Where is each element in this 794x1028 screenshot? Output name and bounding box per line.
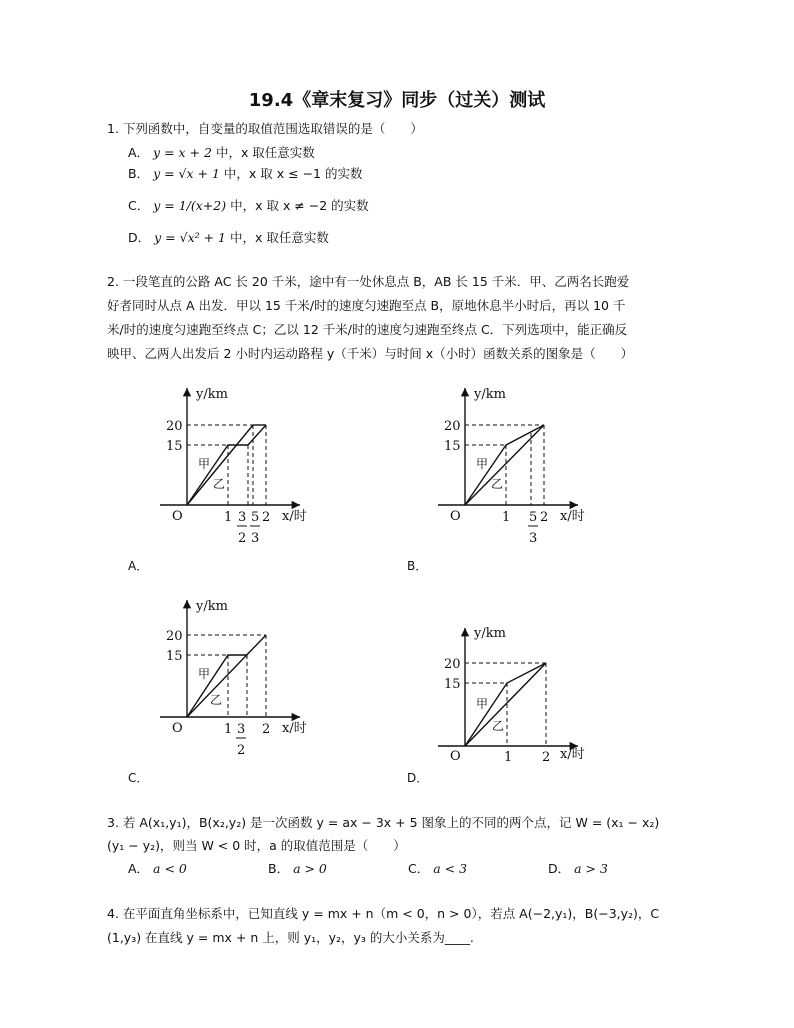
y-tick-15: 15 <box>444 677 461 692</box>
x-tick-5-3-den: 3 <box>529 531 538 546</box>
jia-label: 甲 <box>476 697 489 711</box>
y-tick-15: 15 <box>166 439 183 454</box>
q1-option-d-math: y = √x² + 1 <box>154 230 227 245</box>
q3-line-1: 3. 若 A(x₁,y₁)，B(x₂,y₂) 是一次函数 y = ax − 3x + 5 图象上的不同的两个点，记 W = (x₁ − x₂) <box>107 815 660 830</box>
y-tick-20: 20 <box>166 629 183 644</box>
y-tick-20: 20 <box>166 419 183 434</box>
yi-label: 乙 <box>210 693 223 707</box>
x-axis-label: x/时 <box>282 509 307 524</box>
x-tick-1: 1 <box>502 510 511 525</box>
q1-option-c-text: 中，x 取 x ≠ −2 的实数 <box>230 198 369 213</box>
q1-option-b-text: 中，x 取 x ≤ −1 的实数 <box>223 166 363 181</box>
x-tick-2: 2 <box>540 510 549 525</box>
q1-option-b-math: y = √x + 1 <box>153 166 220 181</box>
q1-option-a[interactable] <box>128 145 315 161</box>
origin-label: O <box>450 749 461 764</box>
x-tick-1: 1 <box>224 722 233 737</box>
graph-c-option[interactable]: C． <box>128 771 149 785</box>
q3-option-d-label: D． <box>548 861 571 876</box>
y-tick-20: 20 <box>444 419 461 434</box>
q3-option-b-text: a > 0 <box>293 861 327 876</box>
yi-label: 乙 <box>492 719 505 733</box>
q3-option-d-text: a > 3 <box>574 861 608 876</box>
jia-label: 甲 <box>476 457 489 471</box>
y-axis-label: y/km <box>196 387 228 402</box>
q3-option-c-text: a < 3 <box>433 861 468 876</box>
origin-label: O <box>450 509 461 524</box>
origin-label: O <box>172 509 183 524</box>
x-axis-label: x/时 <box>560 747 585 762</box>
x-tick-2: 2 <box>542 750 551 765</box>
graph-d <box>428 620 588 765</box>
q3-option-d[interactable] <box>548 861 608 877</box>
x-tick-3-2-num: 3 <box>237 722 246 737</box>
jia-label: 甲 <box>198 457 211 471</box>
q1-option-a-label: A． <box>128 145 150 160</box>
x-tick-3-2-num: 3 <box>238 510 247 525</box>
jia-label: 甲 <box>198 667 211 681</box>
q3-option-b[interactable] <box>268 861 327 877</box>
y-tick-20: 20 <box>444 657 461 672</box>
q1-option-a-text: 中，x 取任意实数 <box>215 145 315 160</box>
graph-a-option[interactable]: A． <box>128 559 149 573</box>
x-tick-5-3-num: 5 <box>251 510 260 525</box>
graph-b-option[interactable]: B． <box>407 559 428 573</box>
q3-option-a-text: a < 0 <box>153 861 187 876</box>
q1-option-c-math: y = 1/(x+2) <box>153 198 227 213</box>
graph-c <box>150 592 310 767</box>
q2-line-4: 映甲、乙两人出发后 2 小时内运动路程 y（千米）与时间 x（小时）函数关系的图象是（ ） <box>107 346 634 361</box>
q2-line-1: 2. 一段笔直的公路 AC 长 20 千米，途中有一处休息点 B，AB 长 15 千米．甲、乙两名长跑爱 <box>107 274 630 289</box>
q4-line-1: 4. 在平面直角坐标系中，已知直线 y = mx + n（m < 0，n > 0），若点 A(−2,y₁)，B(−3,y₂)，C <box>107 906 660 921</box>
graph-d-option[interactable]: D． <box>407 771 429 785</box>
x-tick-2: 2 <box>262 722 271 737</box>
q2-line-3: 米/时的速度匀速跑至终点 C；乙以 12 千米/时的速度匀速跑至终点 C．下列选项中，能正确反 <box>107 322 628 337</box>
q1-option-b[interactable] <box>128 166 362 182</box>
y-axis-label: y/km <box>474 626 506 641</box>
q1-option-d[interactable] <box>128 230 329 246</box>
graph-a <box>150 380 310 555</box>
x-tick-3-2-den: 2 <box>238 531 247 546</box>
q4-line-2: (1,y₃) 在直线 y = mx + n 上，则 y₁，y₂，y₃ 的大小关系为____. <box>107 930 474 945</box>
x-tick-1: 1 <box>504 750 513 765</box>
q1-option-c-label: C． <box>128 198 150 213</box>
yi-label: 乙 <box>491 477 504 491</box>
x-axis-label: x/时 <box>282 721 307 736</box>
y-tick-15: 15 <box>444 439 461 454</box>
x-tick-5-3-num: 5 <box>529 510 538 525</box>
x-tick-5-3-den: 3 <box>251 531 260 546</box>
q3-option-a-label: A． <box>128 861 150 876</box>
y-axis-label: y/km <box>196 599 228 614</box>
y-axis-label: y/km <box>474 387 506 402</box>
origin-label: O <box>172 721 183 736</box>
yi-label: 乙 <box>213 477 226 491</box>
q2-line-2: 好者同时从点 A 出发．甲以 15 千米/时的速度匀速跑至点 B，原地休息半小时后，再以 10 千 <box>107 298 626 313</box>
x-axis-label: x/时 <box>560 509 585 524</box>
q3-line-2: (y₁ − y₂)，则当 W < 0 时，a 的取值范围是（ ） <box>107 838 406 853</box>
q3-option-c[interactable] <box>408 861 467 877</box>
graph-b <box>428 380 588 555</box>
q1-option-d-label: D． <box>128 230 151 245</box>
q3-option-a[interactable] <box>128 861 187 877</box>
q3-option-c-label: C． <box>408 861 430 876</box>
x-tick-3-2-den: 2 <box>237 743 246 758</box>
x-tick-1: 1 <box>224 510 233 525</box>
yi-line <box>187 425 253 505</box>
page-title: 19.4《章末复习》同步（过关）测试 <box>248 90 546 111</box>
q1-option-c[interactable] <box>128 198 369 214</box>
q1-stem: 1. 下列函数中，自变量的取值范围选取错误的是（ ） <box>107 121 423 136</box>
q3-option-b-label: B． <box>268 861 290 876</box>
x-tick-2: 2 <box>262 510 271 525</box>
q1-option-d-text: 中，x 取任意实数 <box>230 230 329 245</box>
q1-option-a-math: y = x + 2 <box>153 145 212 160</box>
y-tick-15: 15 <box>166 649 183 664</box>
q1-option-b-label: B． <box>128 166 150 181</box>
